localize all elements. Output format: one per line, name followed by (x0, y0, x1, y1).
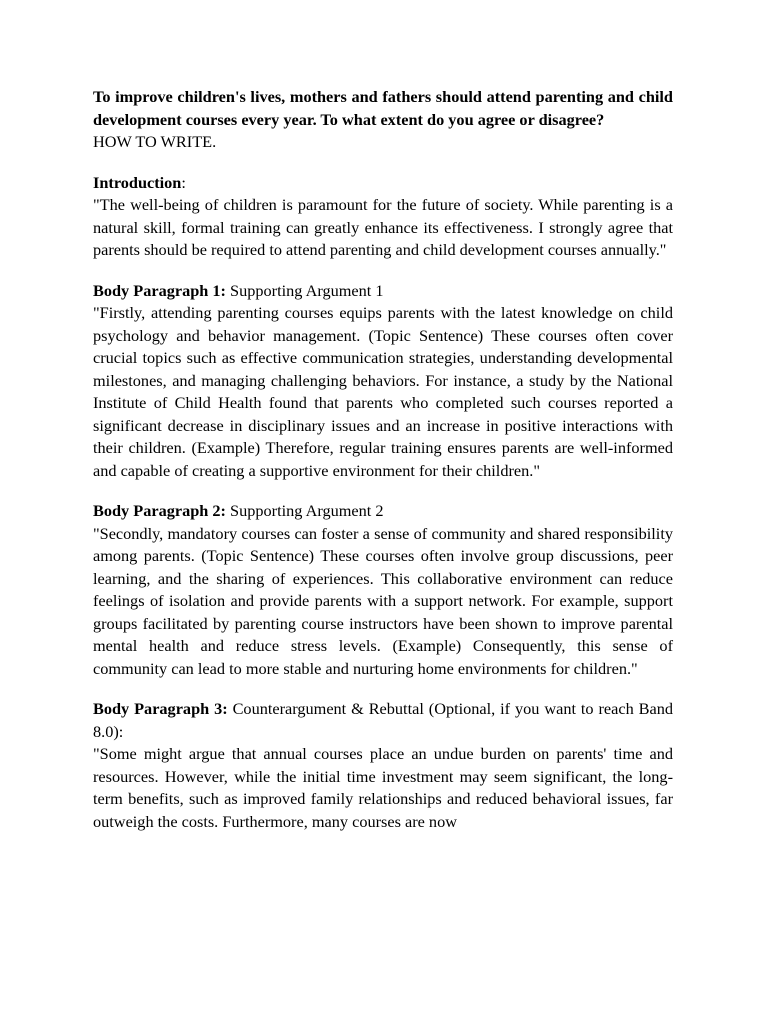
body-paragraph-1-heading (93, 280, 673, 303)
body-paragraph-3-section (93, 698, 673, 833)
introduction-heading (93, 172, 673, 195)
body-paragraph-1-suffix: Supporting Argument 1 (225, 280, 384, 300)
how-to-write-line: HOW TO WRITE. (93, 132, 217, 151)
introduction-suffix: : (181, 172, 186, 192)
body-paragraph-3-suffix: Counterargument & Rebuttal (Optional, if you want to reach Band 8.0): (93, 699, 673, 741)
body-paragraph-1-section (93, 280, 673, 483)
body-paragraph-2-section (93, 500, 673, 680)
introduction-label: Introduction (93, 172, 182, 192)
body-paragraph-2-label: Body Paragraph 2: (93, 501, 226, 520)
body-paragraph-2-heading (93, 500, 673, 523)
body-paragraph-2-text: "Secondly, mandatory courses can foster a sense of community and shared responsibility among parents. (Topic Sentence) These courses often involve group discussions, peer learning, and the sharing of experiences. This collaborative environment can reduce feelings of isolation and provide parents with a support network. For example, support groups facilitated by parenting course instructors have been shown to improve parental mental health and reduce stress levels. (Example) Consequently, this sense of community can lead to more stable and nurturing home environments for children." (93, 523, 673, 678)
body-paragraph-1-text: "Firstly, attending parenting courses equips parents with the latest knowledge on child psychology and behavior management. (Topic Sentence) These courses often cover crucial topics such as effective communication strategies, understanding developmental milestones, and managing challenging behaviors. For instance, a study by the National Institute of Child Health found that parents who completed such courses reported a significant decrease in disciplinary issues and an increase in positive interactions with their children. (Example) Therefore, regular training ensures parents are well-informed and capable of creating a supportive environment for their children." (93, 303, 673, 480)
body-paragraph-1-label: Body Paragraph 1: (93, 280, 226, 300)
essay-prompt: To improve children's lives, mothers and fathers should attend parenting and child development courses every year. To what extent do you agree or disagree? (93, 87, 673, 129)
introduction-text: "The well-being of children is paramount for the future of society. While parenting is a natural skill, formal training can greatly enhance its effectiveness. I strongly agree that parents should be required to attend parenting and child development courses annually." (93, 195, 673, 259)
body-paragraph-2-suffix: Supporting Argument 2 (225, 501, 384, 520)
document-page (93, 86, 673, 851)
introduction-section (93, 172, 673, 262)
body-paragraph-3-text: "Some might argue that annual courses place an undue burden on parents' time and resources. However, while the initial time investment may seem significant, the long-term benefits, such as improved family relationships and reduced behavioral issues, far outweigh the costs. Furthermore, many courses are now (93, 744, 673, 831)
body-paragraph-3-label: Body Paragraph 3: (93, 699, 228, 718)
body-paragraph-3-heading (93, 698, 673, 743)
